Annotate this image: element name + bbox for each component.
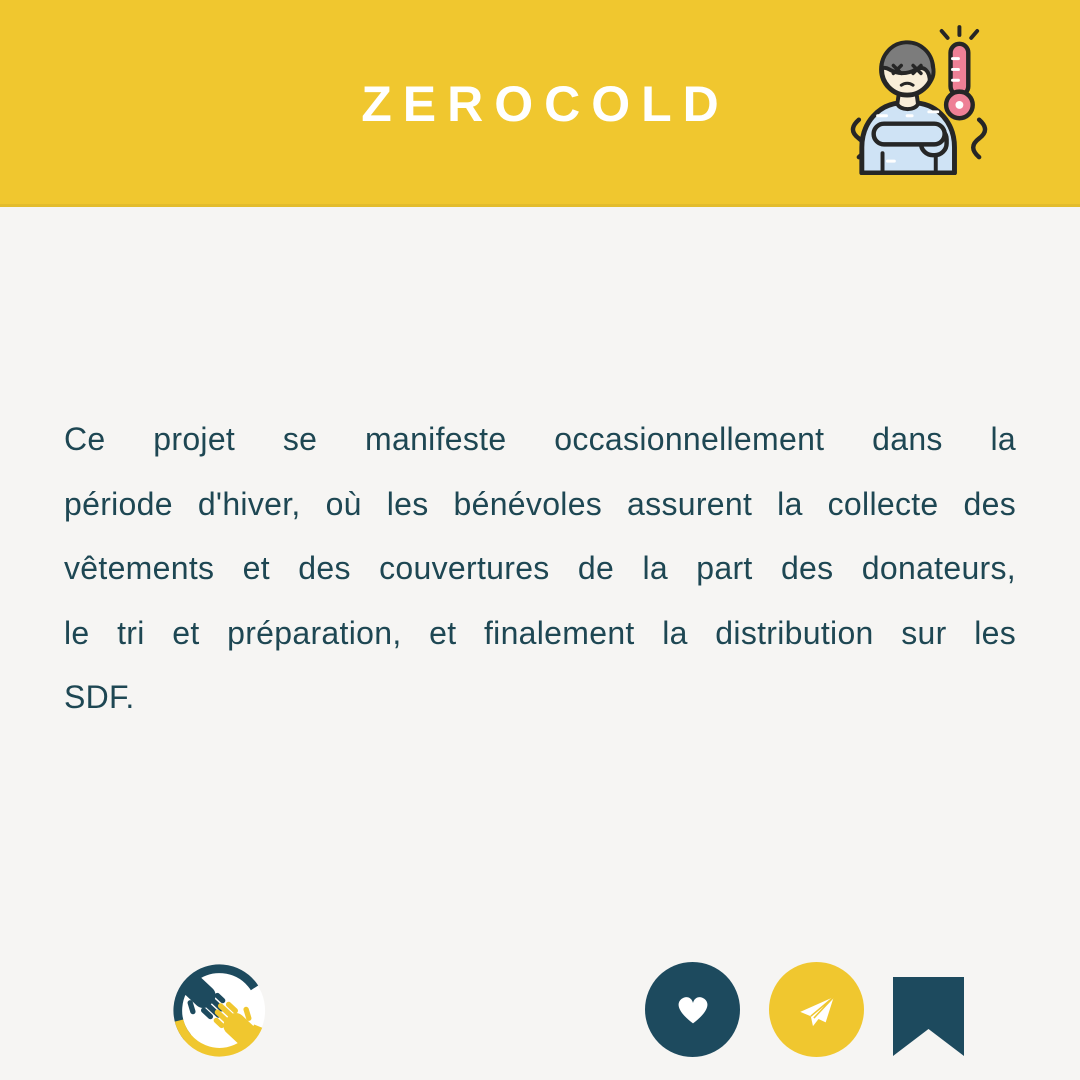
paper-plane-icon xyxy=(786,979,848,1041)
heart-icon xyxy=(664,981,722,1039)
page-title: ZEROCOLD xyxy=(361,75,730,132)
header-banner xyxy=(0,0,1080,207)
description-line: vêtements et des couvertures de la part des donateurs, xyxy=(64,550,1016,586)
save-button[interactable] xyxy=(893,977,964,1056)
description-line: le tri et préparation, et finalement la distribution sur les xyxy=(64,614,1016,651)
description-line: période d'hiver, où les bénévoles assurent la collecte des xyxy=(64,485,1016,522)
description-text xyxy=(64,407,1016,730)
shiver-line-right xyxy=(973,120,985,157)
thermometer-icon xyxy=(942,27,977,118)
description-line: SDF. xyxy=(64,679,135,715)
share-button[interactable] xyxy=(769,962,864,1057)
like-button[interactable] xyxy=(645,962,740,1057)
description-line: Ce projet se manifeste occasionnellement dans la xyxy=(64,421,1016,457)
helping-hands-logo xyxy=(171,962,268,1059)
shivering-person xyxy=(862,42,955,173)
bookmark-icon xyxy=(893,977,964,1056)
shivering-person-thermometer-icon xyxy=(850,25,988,175)
